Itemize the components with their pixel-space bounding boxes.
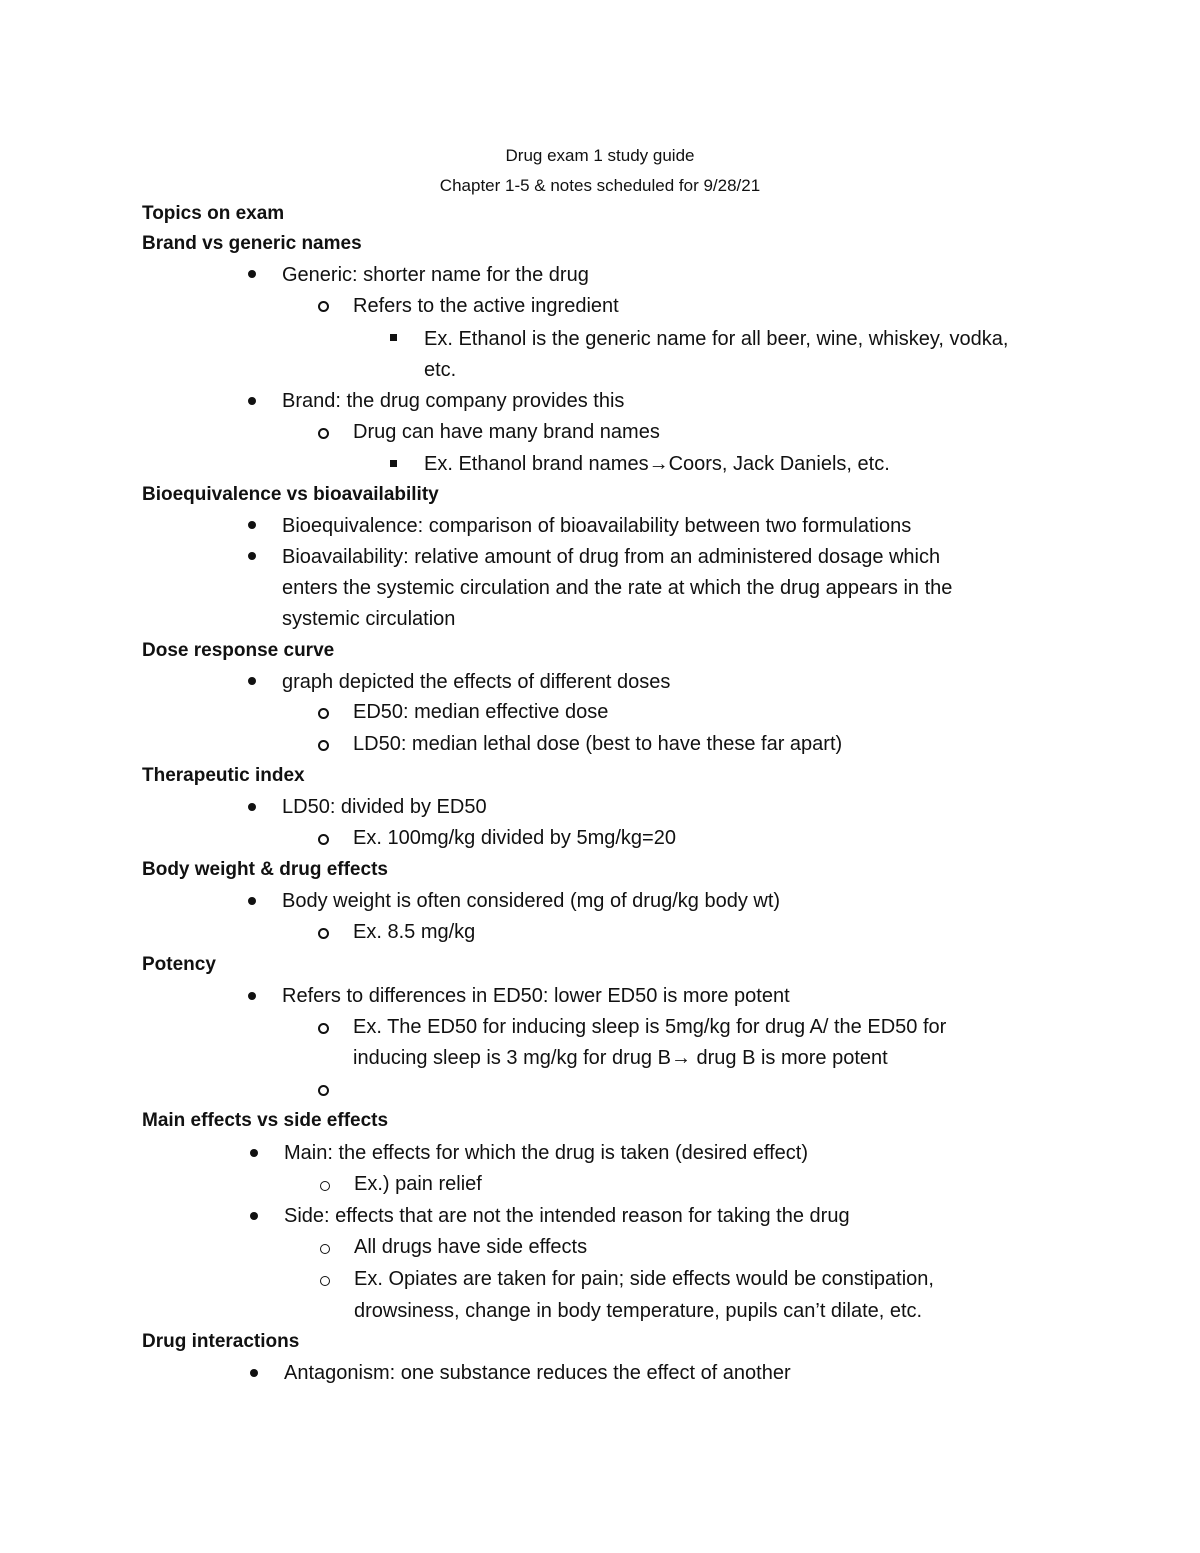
- list-item: Ex.) pain relief: [354, 1173, 482, 1195]
- bullet-circle-icon: [320, 1276, 330, 1286]
- heading-bioequivalence: Bioequivalence vs bioavailability: [142, 484, 439, 505]
- heading-potency: Potency: [142, 954, 216, 975]
- list-item: Ex. 100mg/kg divided by 5mg/kg=20: [353, 827, 676, 849]
- list-item: Antagonism: one substance reduces the effect of another: [284, 1362, 791, 1384]
- heading-topics: Topics on exam: [142, 203, 285, 224]
- list-item: LD50: median lethal dose (best to have these far apart): [353, 733, 843, 755]
- list-item: Brand: the drug company provides this: [282, 390, 625, 412]
- list-item: Bioavailability: relative amount of drug from an administered dosage which: [282, 546, 941, 568]
- bullet-dot-icon: [250, 1212, 258, 1220]
- bullet-dot-icon: [248, 521, 256, 529]
- list-item: Ex. The ED50 for inducing sleep is 5mg/kg for drug A/ the ED50 for: [353, 1016, 947, 1038]
- list-item: ED50: median effective dose: [353, 701, 609, 723]
- list-item-continuation: enters the systemic circulation and the rate at which the drug appears in the: [282, 577, 953, 599]
- list-item: Ex. Opiates are taken for pain; side effects would be constipation,: [354, 1268, 934, 1290]
- list-item-continuation: systemic circulation: [282, 608, 456, 630]
- bullet-circle-icon: [318, 928, 329, 939]
- bullet-circle-icon: [318, 1085, 329, 1096]
- list-item: All drugs have side effects: [354, 1236, 588, 1258]
- bullet-dot-icon: [248, 803, 256, 811]
- bullet-dot-icon: [248, 552, 256, 560]
- bullet-circle-icon: [320, 1244, 330, 1254]
- list-item-continuation: etc.: [424, 359, 457, 381]
- heading-therapeutic-index: Therapeutic index: [142, 765, 305, 786]
- heading-body-weight: Body weight & drug effects: [142, 859, 388, 880]
- bullet-circle-icon: [318, 834, 329, 845]
- list-item: LD50: divided by ED50: [282, 796, 487, 818]
- list-item: Generic: shorter name for the drug: [282, 264, 589, 286]
- list-item: Main: the effects for which the drug is taken (desired effect): [284, 1142, 808, 1164]
- bullet-circle-icon: [318, 301, 329, 312]
- bullet-dot-icon: [248, 677, 256, 685]
- bullet-dot-icon: [248, 992, 256, 1000]
- document-subtitle: Chapter 1-5 & notes scheduled for 9/28/21: [439, 176, 761, 195]
- heading-brand-generic: Brand vs generic names: [142, 233, 362, 254]
- list-item: Body weight is often considered (mg of drug/kg body wt): [282, 890, 781, 912]
- list-item: Ex. Ethanol is the generic name for all beer, wine, whiskey, vodka,: [424, 328, 1009, 350]
- bullet-square-icon: [390, 334, 397, 341]
- bullet-dot-icon: [250, 1149, 258, 1157]
- list-item: Ex. 8.5 mg/kg: [353, 921, 476, 943]
- heading-dose-response: Dose response curve: [142, 640, 335, 661]
- bullet-dot-icon: [250, 1369, 258, 1377]
- list-item: Refers to the active ingredient: [353, 295, 619, 317]
- bullet-dot-icon: [248, 270, 256, 278]
- list-item: Drug can have many brand names: [353, 421, 660, 443]
- heading-main-side-effects: Main effects vs side effects: [142, 1110, 389, 1131]
- bullet-circle-icon: [320, 1181, 330, 1191]
- bullet-circle-icon: [318, 428, 329, 439]
- document-title: Drug exam 1 study guide: [505, 146, 695, 165]
- list-item-continuation: drowsiness, change in body temperature, pupils can’t dilate, etc.: [354, 1300, 923, 1322]
- list-item-continuation: inducing sleep is 3 mg/kg for drug B→ drug B is more potent: [353, 1047, 888, 1069]
- list-item: Bioequivalence: comparison of bioavailability between two formulations: [282, 515, 912, 537]
- heading-drug-interactions: Drug interactions: [142, 1331, 300, 1352]
- bullet-circle-icon: [318, 740, 329, 751]
- list-item: Refers to differences in ED50: lower ED50 is more potent: [282, 985, 790, 1007]
- bullet-square-icon: [390, 460, 397, 467]
- list-item: graph depicted the effects of different doses: [282, 671, 671, 693]
- bullet-dot-icon: [248, 397, 256, 405]
- bullet-circle-icon: [318, 708, 329, 719]
- list-item: Ex. Ethanol brand names→Coors, Jack Daniels, etc.: [424, 453, 890, 475]
- bullet-dot-icon: [248, 897, 256, 905]
- list-item: Side: effects that are not the intended reason for taking the drug: [284, 1205, 850, 1227]
- bullet-circle-icon: [318, 1023, 329, 1034]
